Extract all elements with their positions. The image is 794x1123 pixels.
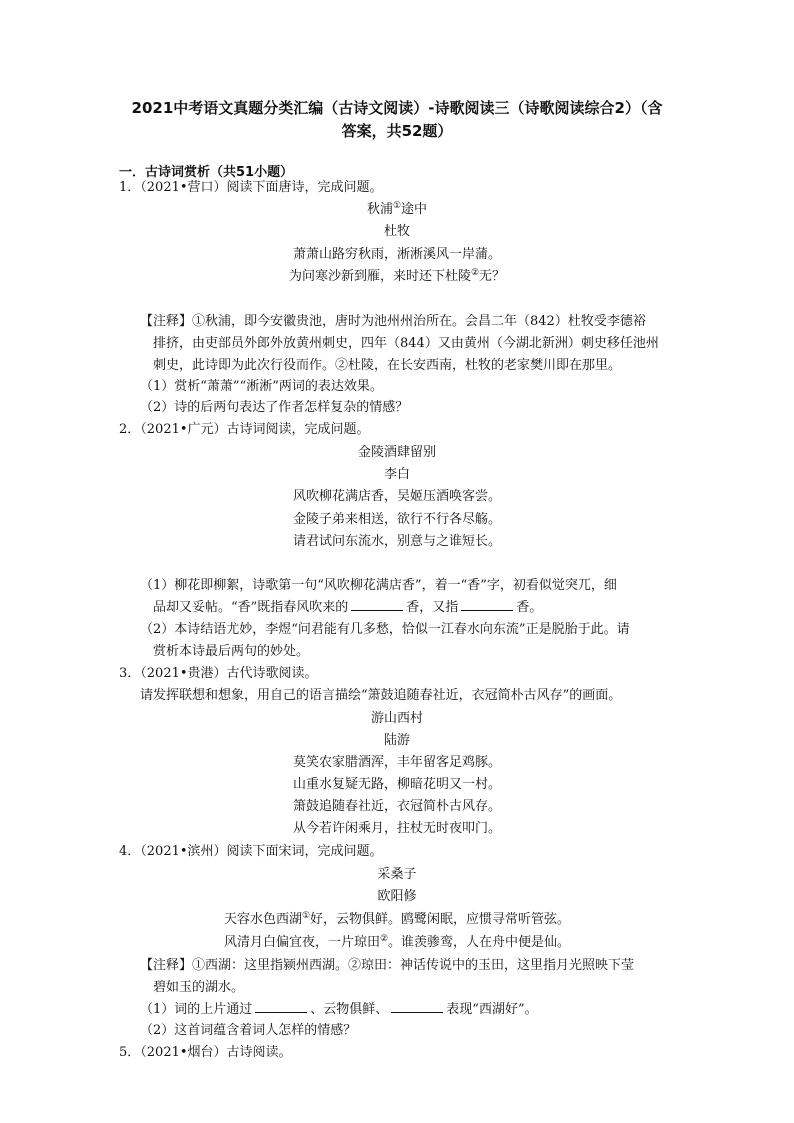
q4-line2-a: 风清月白偏宜夜，一片琼田 [223,935,380,950]
q2-subquestion-1-line-1: （1）柳花即柳絮，诗歌第一句“风吹柳花满店香”，着一“香”字，初看似觉突兀，细 [140,578,617,593]
answer-blank[interactable] [391,1000,443,1013]
q2-subquestion-1-line-2 [153,598,542,618]
document-title [110,97,684,143]
q2-subquestion-2-line-2: 赏析本诗最后两句的妙处。 [153,644,310,659]
q4-line2-b: 。谁羡骖鸾，人在舟中便是仙。 [388,935,571,950]
q2-subquestion-2-line-1: （2）本诗结语尤妙，李煜“问君能有几多愁，恰似一江春水向东流”正是脱胎于此。请 [140,622,630,637]
q2-poem-line-3: 请君试问东流水，别意与之谁短长。 [292,534,501,549]
q3-instruction: 请发挥联想和想象，用自己的语言描绘“箫鼓追随春社近，衣冠简朴古风存”的画面。 [140,688,622,703]
q2-sub1-text-b: 香，又指 [406,600,459,615]
answer-blank[interactable] [351,598,403,611]
q3-poem-line-3: 箫鼓追随春社近，衣冠简朴古风存。 [292,799,501,814]
q1-poem-line-2 [0,267,794,287]
q4-note-mark-2: ② [379,933,389,944]
q1-note-line-1: 【注释】①秋浦，即今安徽贵池，唐时为池州州治所在。会昌二年（842）杜牧受李德裕 [140,314,646,329]
section-heading: 一．古诗词赏析（共51小题） [119,165,294,180]
q2-stem: 2．（2021•广元）古诗词阅读，完成问题。 [119,422,370,437]
q1-note-line-3: 刺史，此诗即为此次行役而作。②杜陵，在长安西南，杜牧的老家樊川即在那里。 [153,358,622,373]
q1-note-mark-1: ① [392,200,402,211]
q1-stem: 1．（2021•营口）阅读下面唐诗，完成问题。 [119,180,383,195]
q1-subquestion-1: （1）赏析“萧萧”“淅淅”两词的表达效果。 [140,379,383,394]
q1-poem-title-b: 途中 [401,202,428,217]
q4-poem-line-1 [0,910,794,930]
q5-stem: 5．（2021•烟台）古诗阅读。 [119,1045,292,1060]
q1-note-line-2: 排挤，由吏部员外郎外放黄州刺史，四年（844）又由黄州（今湖北新洲）刺史移任池州 [153,336,659,351]
q1-subquestion-2: （2）诗的后两句表达了作者怎样复杂的情感？ [140,400,409,415]
q4-author: 欧阳修 [377,889,417,904]
q2-author: 李白 [383,467,410,482]
q1-poem-line-1: 萧萧山路穷秋雨，淅淅溪风一岸蒲。 [292,247,501,262]
answer-blank[interactable] [461,598,513,611]
q4-subquestion-2: （2）这首词蕴含着词人怎样的情感？ [140,1023,357,1038]
q4-sub1-text-b: 、云物俱鲜、 [310,1002,389,1017]
q1-poem-title [0,200,794,220]
q3-stem: 3．（2021•贵港）古代诗歌阅读。 [119,666,318,681]
q1-author: 杜牧 [383,224,410,239]
q3-poem-line-1: 莫笑农家腊酒浑，丰年留客足鸡豚。 [292,755,501,770]
title-line-2: 答案，共52题） [341,122,453,140]
q3-poem-line-4: 从今若许闲乘月，拄杖无时夜叩门。 [292,821,501,836]
q4-note-mark-1: ① [301,910,311,921]
q4-poem-title: 采桑子 [377,867,417,882]
q4-sub1-text-a: （1）词的上片通过 [140,1002,253,1017]
q4-line1-b: 好，云物俱鲜。鸥鹭闲眠，应惯寻常听管弦。 [310,912,571,927]
q2-sub1-text-c: 香。 [516,600,543,615]
answer-blank[interactable] [255,1000,307,1013]
q3-poem-line-2: 山重水复疑无路，柳暗花明又一村。 [292,777,501,792]
q2-poem-line-2: 金陵子弟来相送，欲行不行各尽觞。 [292,512,501,527]
q4-line1-a: 天容水色西湖 [223,912,302,927]
q4-note-line-1: 【注释】①西湖：这里指颍州西湖。②琼田：神话传说中的玉田，这里指月光照映下莹 [140,958,635,973]
q1-poem-title-a: 秋浦 [366,202,393,217]
q4-stem: 4．（2021•滨州）阅读下面宋词，完成问题。 [119,844,383,859]
q2-sub1-text-a: 品却又妥帖。“香”既指春风吹来的 [153,600,349,615]
q4-poem-line-2 [0,933,794,953]
q2-poem-line-1: 风吹柳花满店香，吴姬压酒唤客尝。 [292,489,501,504]
q1-note-mark-2: ② [470,267,480,278]
title-line-1: 2021中考语文真题分类汇编（古诗文阅读）-诗歌阅读三（诗歌阅读综合2）（含 [131,99,663,117]
q4-sub1-text-c: 表现“西湖好”。 [446,1002,538,1017]
q3-poem-title: 游山西村 [370,711,423,726]
q1-line2-a: 为问寒沙新到雁，来时还下杜陵 [288,269,471,284]
q3-author: 陆游 [383,733,410,748]
q2-poem-title: 金陵酒肆留别 [357,445,436,460]
q4-note-line-2: 碧如玉的湖水。 [153,980,245,995]
q1-line2-b: 无？ [479,269,506,284]
q4-subquestion-1 [140,1000,538,1020]
